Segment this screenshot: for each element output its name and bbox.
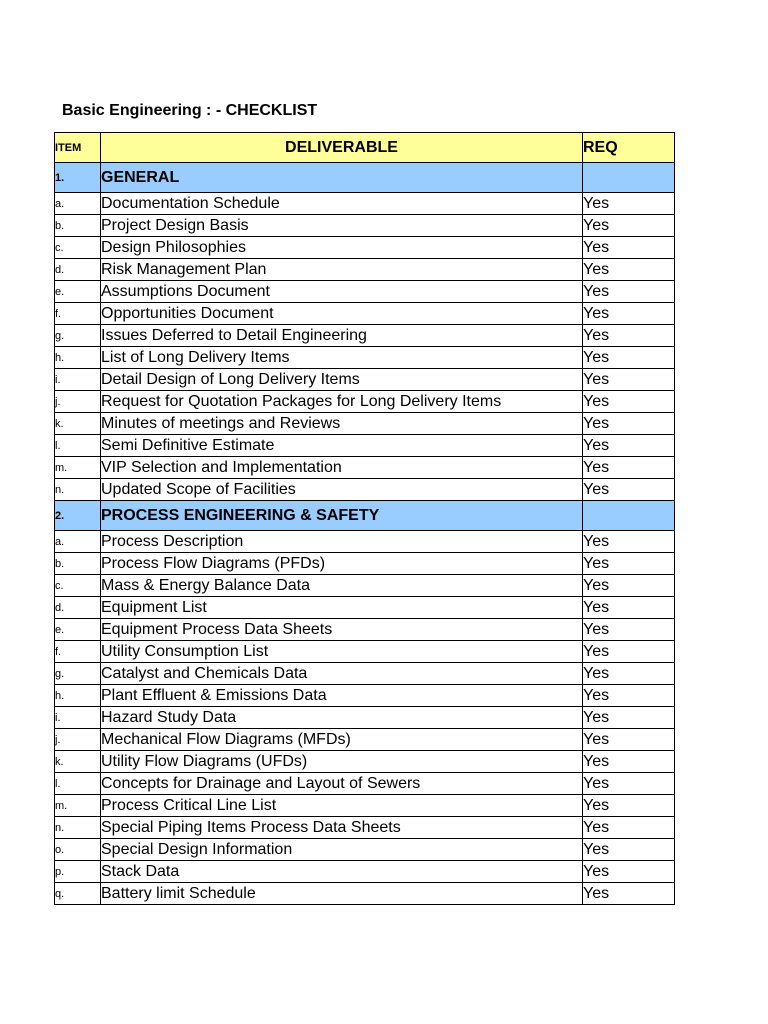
item-deliverable: Special Design Information bbox=[101, 839, 583, 861]
item-req: Yes bbox=[583, 641, 675, 663]
item-req: Yes bbox=[583, 193, 675, 215]
item-req: Yes bbox=[583, 597, 675, 619]
table-row bbox=[55, 325, 675, 347]
item-req: Yes bbox=[583, 531, 675, 553]
item-letter: g. bbox=[55, 663, 101, 685]
item-letter: n. bbox=[55, 817, 101, 839]
item-req: Yes bbox=[583, 817, 675, 839]
item-deliverable: Equipment List bbox=[101, 597, 583, 619]
item-deliverable: Utility Consumption List bbox=[101, 641, 583, 663]
item-req: Yes bbox=[583, 707, 675, 729]
item-letter: m. bbox=[55, 795, 101, 817]
page-title: Basic Engineering : - CHECKLIST bbox=[62, 102, 318, 119]
item-letter: i. bbox=[55, 707, 101, 729]
item-deliverable: Detail Design of Long Delivery Items bbox=[101, 369, 583, 391]
table-row bbox=[55, 237, 675, 259]
item-req: Yes bbox=[583, 369, 675, 391]
item-req: Yes bbox=[583, 391, 675, 413]
table-row bbox=[55, 303, 675, 325]
item-req: Yes bbox=[583, 457, 675, 479]
item-deliverable: Equipment Process Data Sheets bbox=[101, 619, 583, 641]
item-req: Yes bbox=[583, 751, 675, 773]
section-row bbox=[55, 501, 675, 531]
table-row bbox=[55, 883, 675, 905]
section-title: PROCESS ENGINEERING & SAFETY bbox=[101, 501, 583, 531]
item-letter: c. bbox=[55, 575, 101, 597]
section-req-cell bbox=[583, 163, 675, 193]
item-req: Yes bbox=[583, 259, 675, 281]
item-deliverable: Process Description bbox=[101, 531, 583, 553]
table-row bbox=[55, 575, 675, 597]
table-row bbox=[55, 435, 675, 457]
checklist-table bbox=[54, 132, 675, 905]
table-row bbox=[55, 707, 675, 729]
item-letter: k. bbox=[55, 413, 101, 435]
item-letter: e. bbox=[55, 619, 101, 641]
item-deliverable: Updated Scope of Facilities bbox=[101, 479, 583, 501]
table-row bbox=[55, 839, 675, 861]
table-row bbox=[55, 215, 675, 237]
item-req: Yes bbox=[583, 773, 675, 795]
section-number: 2. bbox=[55, 501, 101, 531]
item-letter: h. bbox=[55, 685, 101, 707]
item-req: Yes bbox=[583, 575, 675, 597]
item-letter: e. bbox=[55, 281, 101, 303]
item-deliverable: Minutes of meetings and Reviews bbox=[101, 413, 583, 435]
table-row bbox=[55, 531, 675, 553]
table-row bbox=[55, 553, 675, 575]
item-letter: f. bbox=[55, 641, 101, 663]
item-deliverable: Project Design Basis bbox=[101, 215, 583, 237]
item-letter: b. bbox=[55, 215, 101, 237]
item-letter: g. bbox=[55, 325, 101, 347]
item-deliverable: Opportunities Document bbox=[101, 303, 583, 325]
item-req: Yes bbox=[583, 729, 675, 751]
item-req: Yes bbox=[583, 347, 675, 369]
table-row bbox=[55, 259, 675, 281]
item-deliverable: Battery limit Schedule bbox=[101, 883, 583, 905]
table-row bbox=[55, 861, 675, 883]
table-row bbox=[55, 369, 675, 391]
item-deliverable: Hazard Study Data bbox=[101, 707, 583, 729]
item-deliverable: VIP Selection and Implementation bbox=[101, 457, 583, 479]
item-req: Yes bbox=[583, 413, 675, 435]
item-req: Yes bbox=[583, 795, 675, 817]
item-deliverable: Design Philosophies bbox=[101, 237, 583, 259]
item-deliverable: Request for Quotation Packages for Long Delivery Items bbox=[101, 391, 583, 413]
item-deliverable: Stack Data bbox=[101, 861, 583, 883]
item-letter: q. bbox=[55, 883, 101, 905]
item-letter: m. bbox=[55, 457, 101, 479]
item-deliverable: Process Critical Line List bbox=[101, 795, 583, 817]
item-req: Yes bbox=[583, 281, 675, 303]
item-deliverable: Mechanical Flow Diagrams (MFDs) bbox=[101, 729, 583, 751]
item-req: Yes bbox=[583, 883, 675, 905]
checklist-body bbox=[55, 133, 675, 905]
item-letter: h. bbox=[55, 347, 101, 369]
table-row bbox=[55, 619, 675, 641]
section-req-cell bbox=[583, 501, 675, 531]
section-title: GENERAL bbox=[101, 163, 583, 193]
item-deliverable: Mass & Energy Balance Data bbox=[101, 575, 583, 597]
table-row bbox=[55, 597, 675, 619]
item-deliverable: Utility Flow Diagrams (UFDs) bbox=[101, 751, 583, 773]
table-row bbox=[55, 347, 675, 369]
table-row bbox=[55, 193, 675, 215]
item-letter: p. bbox=[55, 861, 101, 883]
item-deliverable: Documentation Schedule bbox=[101, 193, 583, 215]
item-req: Yes bbox=[583, 663, 675, 685]
item-letter: j. bbox=[55, 729, 101, 751]
table-row bbox=[55, 795, 675, 817]
table-row bbox=[55, 817, 675, 839]
item-letter: d. bbox=[55, 259, 101, 281]
item-letter: n. bbox=[55, 479, 101, 501]
table-row bbox=[55, 281, 675, 303]
item-letter: i. bbox=[55, 369, 101, 391]
table-row bbox=[55, 751, 675, 773]
header-item: ITEM bbox=[55, 133, 101, 163]
item-req: Yes bbox=[583, 303, 675, 325]
item-req: Yes bbox=[583, 325, 675, 347]
table-row bbox=[55, 479, 675, 501]
item-letter: f. bbox=[55, 303, 101, 325]
section-row bbox=[55, 163, 675, 193]
item-deliverable: Special Piping Items Process Data Sheets bbox=[101, 817, 583, 839]
item-deliverable: Issues Deferred to Detail Engineering bbox=[101, 325, 583, 347]
item-req: Yes bbox=[583, 215, 675, 237]
item-letter: o. bbox=[55, 839, 101, 861]
table-row bbox=[55, 413, 675, 435]
item-deliverable: Process Flow Diagrams (PFDs) bbox=[101, 553, 583, 575]
table-row bbox=[55, 685, 675, 707]
item-letter: a. bbox=[55, 531, 101, 553]
item-deliverable: Plant Effluent & Emissions Data bbox=[101, 685, 583, 707]
item-req: Yes bbox=[583, 839, 675, 861]
item-deliverable: List of Long Delivery Items bbox=[101, 347, 583, 369]
item-letter: k. bbox=[55, 751, 101, 773]
item-deliverable: Assumptions Document bbox=[101, 281, 583, 303]
item-letter: b. bbox=[55, 553, 101, 575]
item-req: Yes bbox=[583, 619, 675, 641]
item-deliverable: Risk Management Plan bbox=[101, 259, 583, 281]
item-deliverable: Concepts for Drainage and Layout of Sewers bbox=[101, 773, 583, 795]
table-row bbox=[55, 773, 675, 795]
item-req: Yes bbox=[583, 553, 675, 575]
table-row bbox=[55, 391, 675, 413]
section-number: 1. bbox=[55, 163, 101, 193]
table-row bbox=[55, 457, 675, 479]
item-req: Yes bbox=[583, 237, 675, 259]
item-letter: l. bbox=[55, 435, 101, 457]
item-req: Yes bbox=[583, 685, 675, 707]
item-letter: a. bbox=[55, 193, 101, 215]
item-letter: c. bbox=[55, 237, 101, 259]
header-row bbox=[55, 133, 675, 163]
header-req: REQ bbox=[583, 133, 675, 163]
table-row bbox=[55, 641, 675, 663]
item-req: Yes bbox=[583, 479, 675, 501]
table-row bbox=[55, 663, 675, 685]
item-deliverable: Semi Definitive Estimate bbox=[101, 435, 583, 457]
item-letter: j. bbox=[55, 391, 101, 413]
item-req: Yes bbox=[583, 435, 675, 457]
item-letter: l. bbox=[55, 773, 101, 795]
item-letter: d. bbox=[55, 597, 101, 619]
header-deliverable: DELIVERABLE bbox=[101, 133, 583, 163]
item-req: Yes bbox=[583, 861, 675, 883]
table-row bbox=[55, 729, 675, 751]
item-deliverable: Catalyst and Chemicals Data bbox=[101, 663, 583, 685]
